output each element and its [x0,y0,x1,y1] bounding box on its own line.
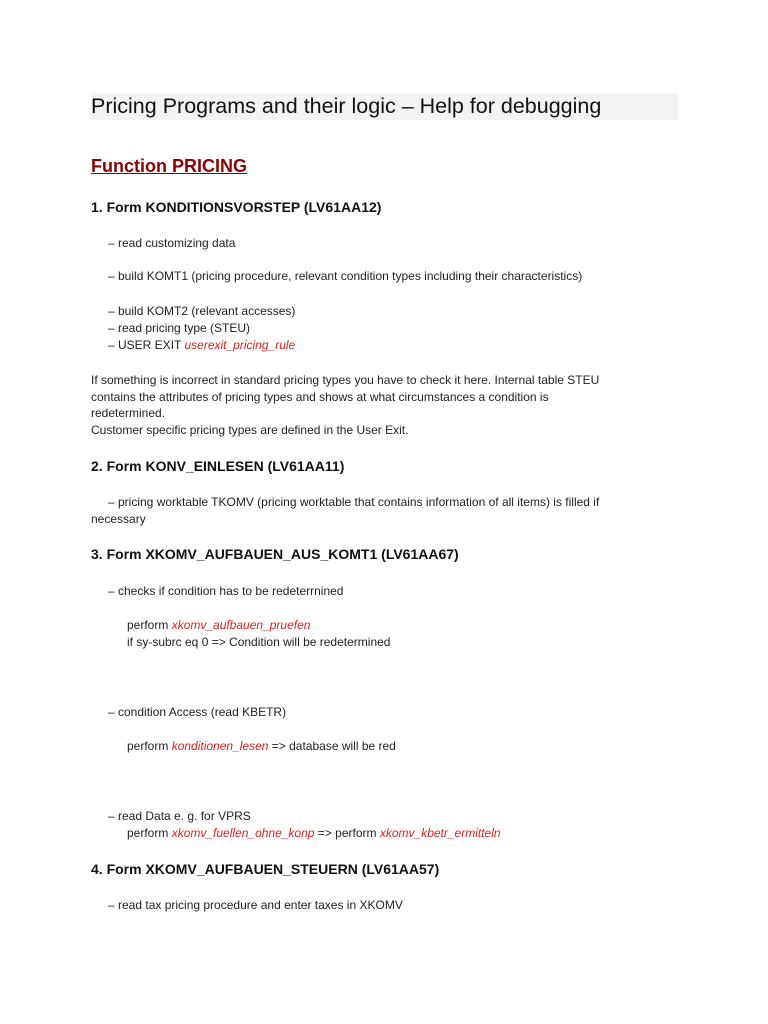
xkomv-aufbauen-pruefen-ref: xkomv_aufbauen_pruefen [171,618,311,632]
section3-line6: – read Data e. g. for VPRS [108,809,251,823]
section3-line4: – condition Access (read KBETR) [108,705,287,719]
section2-heading: 2. Form KONV_EINLESEN (LV61AA11) [91,458,345,474]
section2-line2: necessary [91,512,146,526]
section1-line1: – read customizing data [108,236,236,250]
section3-line2-prefix: perform [127,618,172,632]
section3-line5 [127,738,396,755]
section1-para-line1: If something is incorrect in standard pricing types you have to check it here. Internal table STEU [91,373,600,387]
section3-line7-mid: => perform [314,826,380,840]
section3-line1: – checks if condition has to be redeterrnined [108,584,344,598]
section1-line4: – read pricing type (STEU) [108,321,251,335]
section1-line3: – build KOMT2 (relevant accesses) [108,304,296,318]
section3-line7 [127,825,501,842]
konditionen-lesen-ref: konditionen_lesen [171,739,269,753]
section3-line7-prefix: perform [127,826,172,840]
section1-para-line4: Customer specific pricing types are defined in the User Exit. [91,423,409,437]
page-title: Pricing Programs and their logic – Help for debugging [91,94,602,118]
function-heading: Function PRICING [91,156,247,176]
userexit-pricing-rule-ref: userexit_pricing_rule [184,338,296,352]
section1-heading: 1. Form KONDITIONSVORSTEP (LV61AA12) [91,199,382,215]
section2-line1: – pricing worktable TKOMV (pricing worktable that contains information of all items) is filled if [108,495,600,509]
section1-line5-prefix: – USER EXIT [108,338,185,352]
section1-line5 [108,337,295,354]
section3-heading: 3. Form XKOMV_AUFBAUEN_AUS_KOMT1 (LV61AA67) [91,546,459,562]
xkomv-fuellen-ohne-konp-ref: xkomv_fuellen_ohne_konp [171,826,315,840]
xkomv-kbetr-ermitteln-ref: xkomv_kbetr_ermitteln [379,826,501,840]
section3-line3: if sy-subrc eq 0 => Condition will be redetermined [127,635,391,649]
section1-line2: – build KOMT1 (pricing procedure, relevant condition types including their characteristics) [108,269,583,283]
section1-para-line2: contains the attributes of pricing types and shows at what circumstances a condition is [91,390,549,404]
section4-heading: 4. Form XKOMV_AUFBAUEN_STEUERN (LV61AA57) [91,861,440,877]
section3-line5-prefix: perform [127,739,172,753]
section4-line1: – read tax pricing procedure and enter taxes in XKOMV [108,898,403,912]
section1-para-line3: redetermined. [91,406,166,420]
section3-line2 [127,617,310,634]
section3-line5-suffix: => database will be red [268,739,396,753]
